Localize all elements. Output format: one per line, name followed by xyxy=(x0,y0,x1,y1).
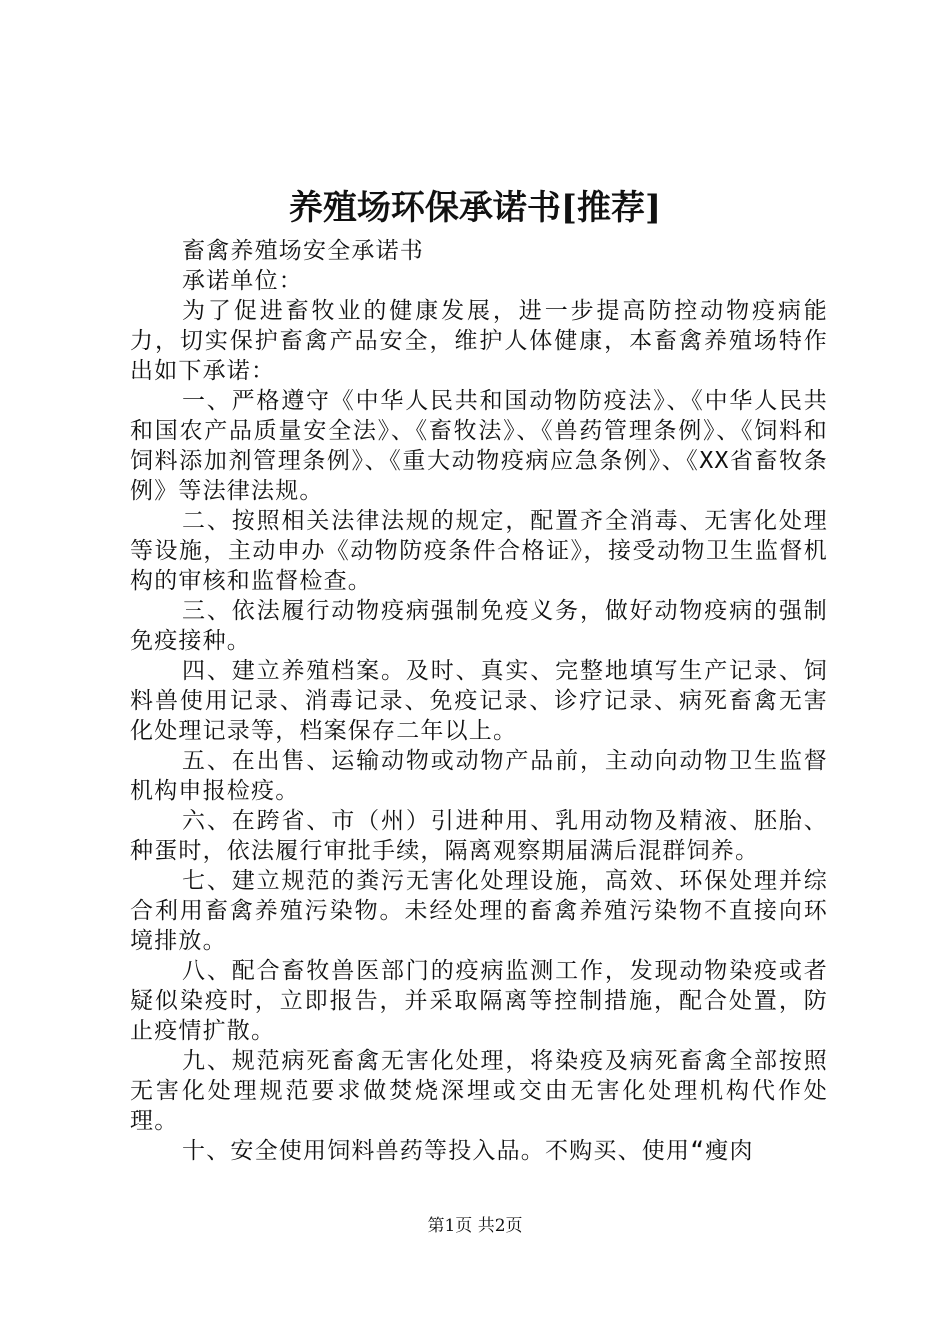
paragraph-item-7: 七、建立规范的粪污无害化处理设施，高效、环保处理并综合利用畜禽养殖污染物。未经处理的畜禽养殖污染物不直接向环境排放。 xyxy=(130,868,828,954)
document-body xyxy=(130,236,828,1166)
document-title: 养殖场环保承诺书[推荐] xyxy=(288,188,662,228)
paragraph-unit: 承诺单位： xyxy=(182,268,303,294)
page-footer: 第1页 共2页 xyxy=(427,1216,523,1236)
paragraph-item-9: 九、规范病死畜禽无害化处理，将染疫及病死畜禽全部按照无害化处理规范要求做焚烧深埋或交由无害化处理机构代作处理。 xyxy=(130,1048,828,1134)
paragraph-item-2: 二、按照相关法律法规的规定，配置齐全消毒、无害化处理等设施，主动申办《动物防疫条件合格证》，接受动物卫生监督机构的审核和监督检查。 xyxy=(130,508,828,594)
paragraph-item-1: 一、严格遵守《中华人民共和国动物防疫法》、《中华人民共和国农产品质量安全法》、《畜牧法》、《兽药管理条例》、《饲料和饲料添加剂管理条例》、《重大动物疫病应急条例》、《XX省畜牧条例》等法律法规。 xyxy=(130,388,828,504)
paragraph-subtitle: 畜禽养殖场安全承诺书 xyxy=(182,238,424,264)
paragraph-item-3: 三、依法履行动物疫病强制免疫义务，做好动物疫病的强制免疫接种。 xyxy=(130,598,828,654)
paragraph-item-8: 八、配合畜牧兽医部门的疫病监测工作，发现动物染疫或者疑似染疫时，立即报告，并采取隔离等控制措施，配合处置，防止疫情扩散。 xyxy=(130,958,828,1044)
paragraph-item-4: 四、建立养殖档案。及时、真实、完整地填写生产记录、饲料兽使用记录、消毒记录、免疫记录、诊疗记录、病死畜禽无害化处理记录等，档案保存二年以上。 xyxy=(130,658,828,744)
paragraph-item-5: 五、在出售、运输动物或动物产品前，主动向动物卫生监督机构申报检疫。 xyxy=(130,748,828,804)
paragraph-item-10: 十、安全使用饲料兽药等投入品。不购买、使用“瘦肉 xyxy=(182,1138,754,1164)
paragraph-intro: 为了促进畜牧业的健康发展，进一步提高防控动物疫病能力，切实保护畜禽产品安全，维护人体健康，本畜禽养殖场特作出如下承诺： xyxy=(130,298,828,384)
paragraph-item-6: 六、在跨省、市（州）引进种用、乳用动物及精液、胚胎、种蛋时，依法履行审批手续，隔离观察期届满后混群饲养。 xyxy=(130,808,828,864)
